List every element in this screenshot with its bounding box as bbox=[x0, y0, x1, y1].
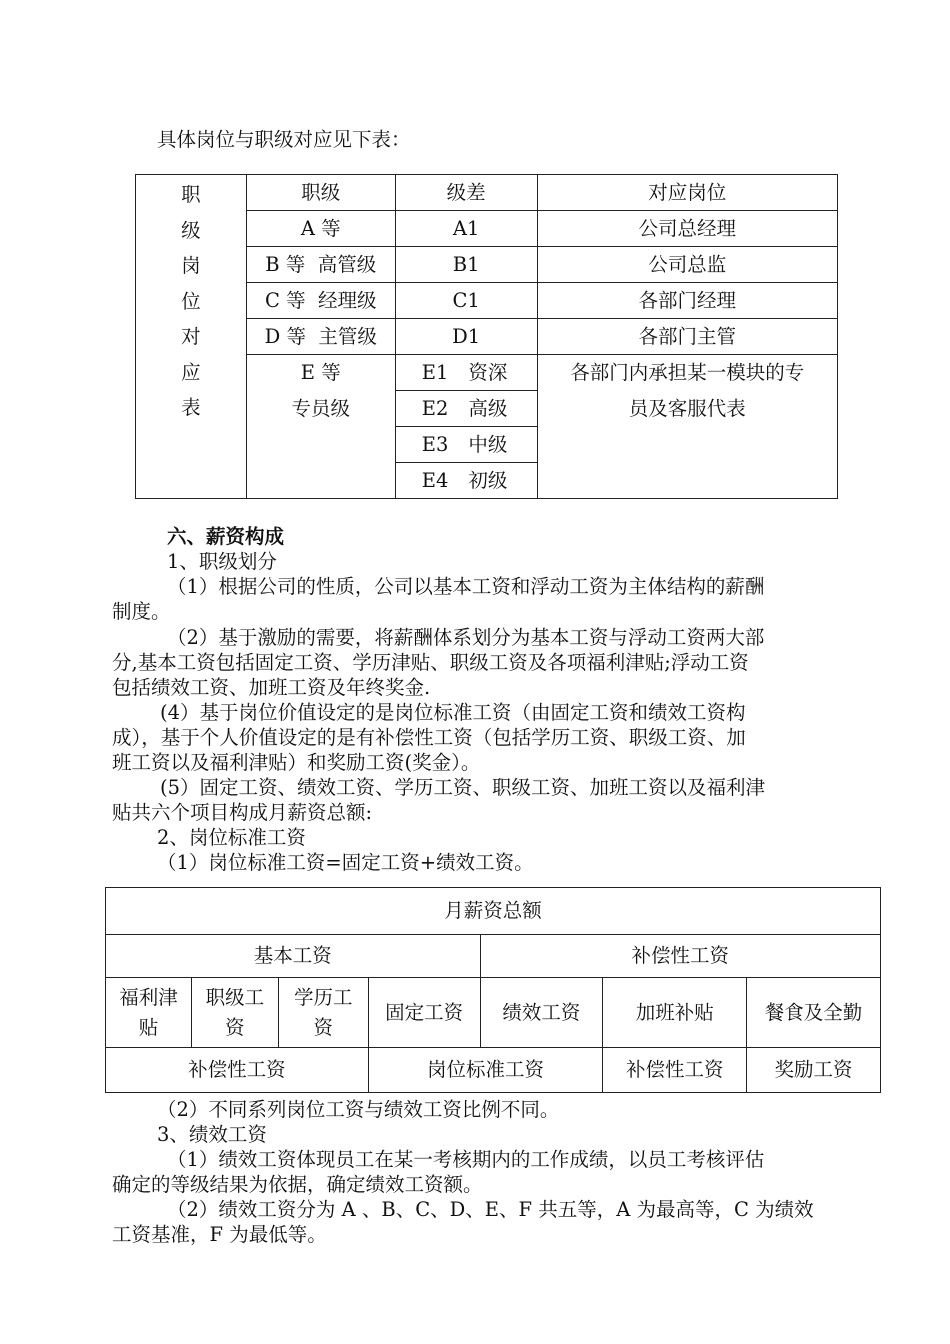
paragraph-line: （1）根据公司的性质，公司以基本工资和浮动工资为主体结构的薪酬 bbox=[167, 575, 765, 598]
table-row: E4 初级 bbox=[136, 463, 838, 499]
subheading: 2、岗位标准工资 bbox=[157, 826, 306, 849]
paragraph-line: （1）绩效工资体现员工在某一考核期内的工作成绩，以员工考核评估 bbox=[167, 1148, 765, 1171]
section-heading: 六、薪资构成 bbox=[167, 525, 285, 548]
bottom-bonus: 奖励工资 bbox=[747, 1048, 881, 1093]
bottom-compensation-2: 补偿性工资 bbox=[603, 1048, 747, 1093]
item-fixed-salary: 固定工资 bbox=[368, 978, 480, 1048]
item-welfare-allowance: 福利津 贴 bbox=[106, 978, 192, 1048]
e-grade-cell: E 等 专员级 bbox=[246, 355, 395, 499]
grade-post-table bbox=[135, 174, 838, 499]
table-row: E3 中级 bbox=[136, 427, 838, 463]
e-post-cell: 各部门内承担某一模块的专 员及客服代表 bbox=[537, 355, 837, 499]
bottom-compensation: 补偿性工资 bbox=[106, 1048, 369, 1093]
paragraph-line: (4）基于岗位价值设定的是岗位标准工资（由固定工资和绩效工资构 bbox=[160, 701, 746, 724]
item-meal-attendance: 餐食及全勤 bbox=[747, 978, 881, 1048]
item-overtime-allowance: 加班补贴 bbox=[603, 978, 747, 1048]
table-row: A 等 A1 公司总经理 bbox=[136, 211, 838, 247]
paragraph-line: 确定的等级结果为依据，确定绩效工资额。 bbox=[112, 1173, 483, 1196]
subheading: 1、职级划分 bbox=[167, 550, 277, 573]
paragraph-line: 贴共六个项目构成月薪资总额: bbox=[112, 801, 373, 824]
paragraph-line: 工资基准，F 为最低等。 bbox=[112, 1223, 327, 1246]
group-compensation-salary: 补偿性工资 bbox=[480, 935, 881, 978]
paragraph-line: （2）基于激励的需要，将薪酬体系划分为基本工资与浮动工资两大部 bbox=[167, 626, 765, 649]
table-row: D 等 主管级 D1 各部门主管 bbox=[136, 319, 838, 355]
header-grade: 职级 bbox=[246, 175, 395, 211]
header-level: 级差 bbox=[395, 175, 537, 211]
header-post: 对应岗位 bbox=[537, 175, 837, 211]
group-basic-salary: 基本工资 bbox=[106, 935, 481, 978]
bottom-position-standard: 岗位标准工资 bbox=[368, 1048, 603, 1093]
table-row: C 等 经理级 C1 各部门经理 bbox=[136, 283, 838, 319]
paragraph-line: （2）不同系列岗位工资与绩效工资比例不同。 bbox=[157, 1098, 560, 1121]
paragraph-line: 分,基本工资包括固定工资、学历津贴、职级工资及各项福利津贴;浮动工资 bbox=[112, 651, 749, 674]
table-row: E2 高级 bbox=[136, 391, 838, 427]
intro-text: 具体岗位与职级对应见下表： bbox=[157, 128, 411, 151]
paragraph-line: 班工资以及福利津贴）和奖励工资(奖金）。 bbox=[112, 751, 481, 774]
item-education-salary: 学历工 资 bbox=[278, 978, 368, 1048]
paragraph-line: （1）岗位标准工资=固定工资+绩效工资。 bbox=[157, 851, 534, 874]
paragraph-line: （2）绩效工资分为 A 、B、C、D、E、F 共五等，A 为最高等，C 为绩效 bbox=[167, 1198, 814, 1221]
paragraph-line: 制度。 bbox=[112, 600, 171, 623]
paragraph-line: 包括绩效工资、加班工资及年终奖金. bbox=[112, 676, 431, 699]
e-level-cell: E1 资深 bbox=[395, 355, 537, 391]
paragraph-line: (5）固定工资、绩效工资、学历工资、职级工资、加班工资以及福利津 bbox=[160, 776, 766, 799]
item-performance-salary: 绩效工资 bbox=[480, 978, 603, 1048]
table-side-label: 职 级 岗 位 对 应 表 bbox=[136, 175, 247, 499]
salary-structure-table bbox=[105, 887, 881, 1093]
salary-table-title: 月薪资总额 bbox=[106, 888, 881, 935]
item-grade-salary: 职级工 资 bbox=[191, 978, 278, 1048]
paragraph-line: 成），基于个人价值设定的是有补偿性工资（包括学历工资、职级工资、加 bbox=[112, 726, 746, 749]
subheading: 3、绩效工资 bbox=[157, 1123, 267, 1146]
table-row: B 等 高管级 B1 公司总监 bbox=[136, 247, 838, 283]
